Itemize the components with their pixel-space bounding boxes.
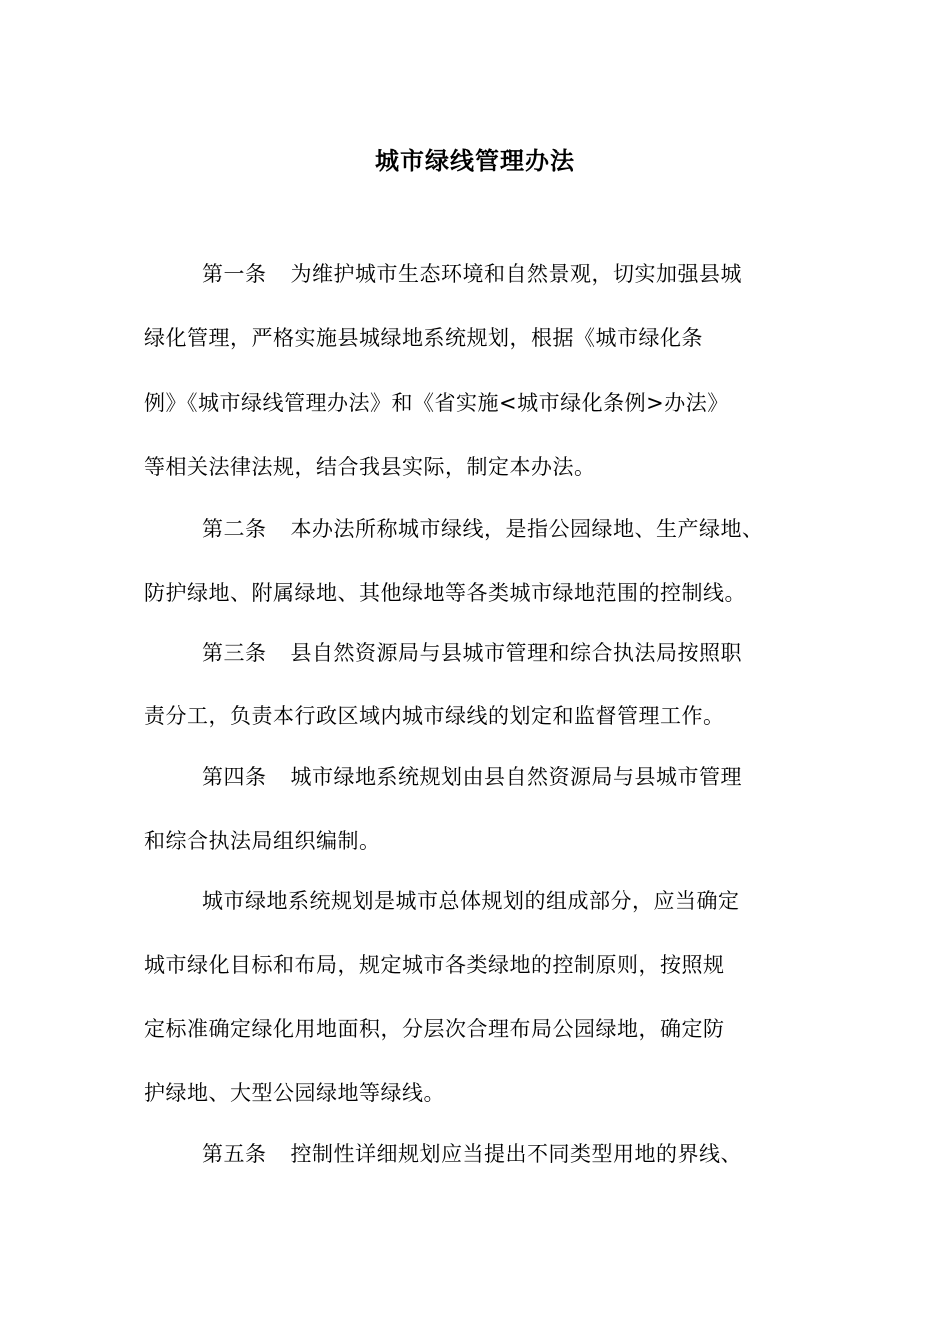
paragraph-line-4 <box>144 1077 445 1109</box>
article-label: 第三条 <box>202 641 267 665</box>
line-text: 县自然资源局与县城市管理和综合执法局按照职 <box>290 641 742 665</box>
line-text: 城市绿地系统规划是城市总体规划的组成部分，应当确定 <box>202 889 740 913</box>
line-text: 护绿地、大型公园绿地等绿线。 <box>144 1081 445 1105</box>
article-1-line-3 <box>144 387 729 419</box>
article-5-line-1 <box>202 1138 742 1170</box>
article-1-line-4 <box>144 451 596 483</box>
document-title: 城市绿线管理办法 <box>375 147 575 175</box>
paragraph-line-1 <box>202 885 740 917</box>
paragraph-line-3 <box>144 1013 725 1045</box>
article-label: 第五条 <box>202 1142 267 1166</box>
paragraph-line-2 <box>144 949 725 981</box>
article-3-line-1 <box>202 637 742 669</box>
article-label: 第二条 <box>202 517 267 541</box>
article-1-line-2 <box>144 322 703 354</box>
article-3-line-2 <box>144 700 725 732</box>
line-text: 绿化管理，严格实施县城绿地系统规划，根据《城市绿化条 <box>144 326 703 350</box>
line-text: 例》《城市绿线管理办法》和《省实施<城市绿化条例>办法》 <box>144 391 729 415</box>
line-text: 责分工，负责本行政区域内城市绿线的划定和监督管理工作。 <box>144 704 725 728</box>
line-text: 城市绿化目标和布局，规定城市各类绿地的控制原则，按照规 <box>144 953 725 977</box>
line-text: 本办法所称城市绿线，是指公园绿地、生产绿地、 <box>290 517 764 541</box>
line-text: 为维护城市生态环境和自然景观，切实加强县城 <box>290 262 742 286</box>
article-2-line-2 <box>144 577 746 609</box>
article-label: 第一条 <box>202 262 267 286</box>
line-text: 控制性详细规划应当提出不同类型用地的界线、 <box>290 1142 742 1166</box>
line-text: 城市绿地系统规划由县自然资源局与县城市管理 <box>290 765 742 789</box>
article-4-line-2 <box>144 825 381 857</box>
line-text: 定标准确定绿化用地面积，分层次合理布局公园绿地，确定防 <box>144 1017 725 1041</box>
line-text: 和综合执法局组织编制。 <box>144 829 381 853</box>
line-text: 等相关法律法规，结合我县实际，制定本办法。 <box>144 455 596 479</box>
line-text: 防护绿地、附属绿地、其他绿地等各类城市绿地范围的控制线。 <box>144 581 746 605</box>
article-2-line-1 <box>202 513 764 545</box>
article-4-line-1 <box>202 761 742 793</box>
article-label: 第四条 <box>202 765 267 789</box>
article-1-line-1 <box>202 258 742 290</box>
